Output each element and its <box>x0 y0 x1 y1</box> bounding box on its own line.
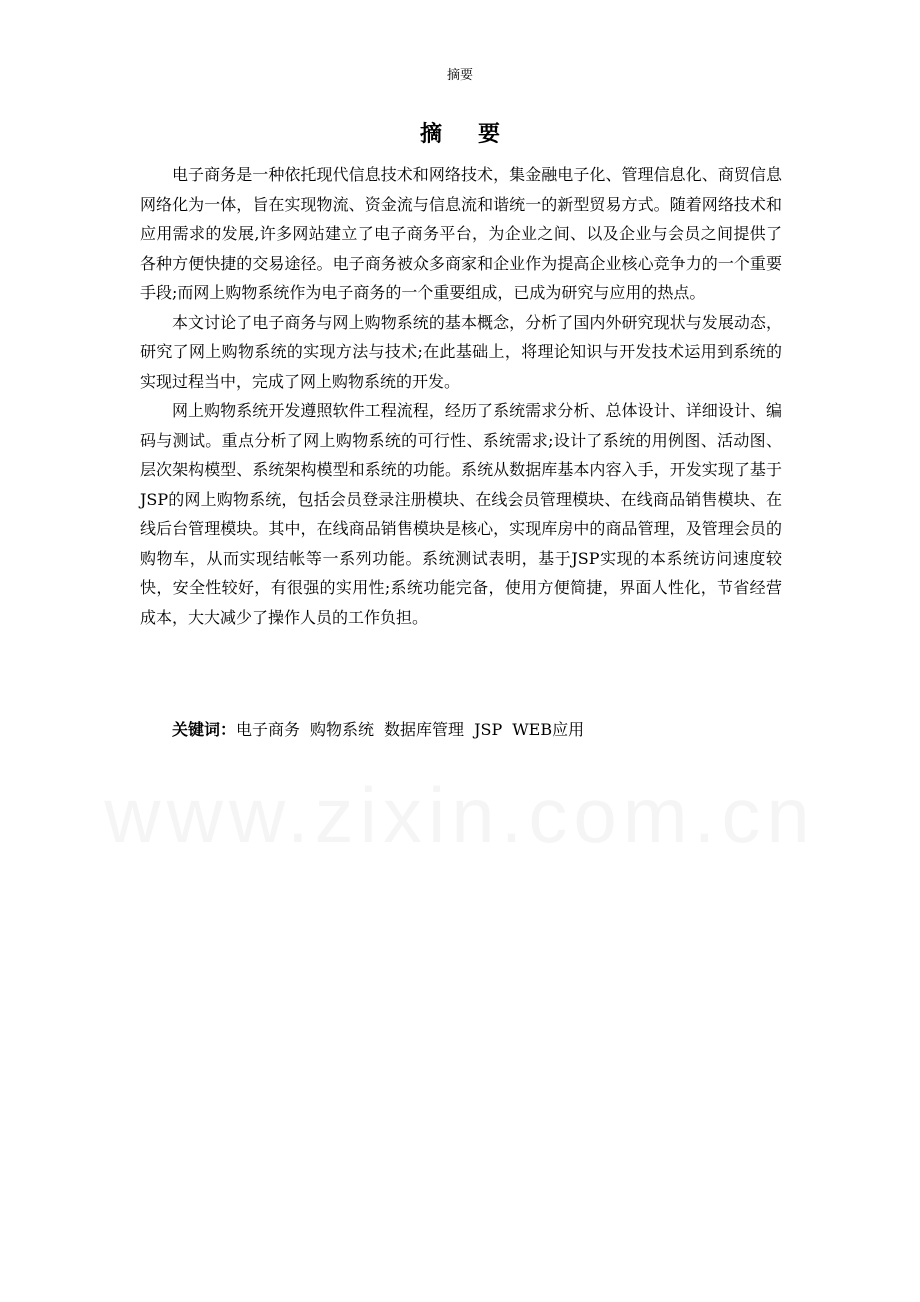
watermark <box>0 770 920 860</box>
abstract-paragraph: 电子商务是一种依托现代信息技术和网络技术，集金融电子化、管理信息化、商贸信息网络化为一体，旨在实现物流、资金流与信息流和谐统一的新型贸易方式。随着网络技术和应用需求的发展,许多网站建立了电子商务平台，为企业之间、以及企业与会员之间提供了各种方便快捷的交易途径。电子商务被众多商家和企业作为提高企业核心竞争力的一个重要手段;而网上购物系统作为电子商务的一个重要组成，已成为研究与应用的热点。 <box>140 165 782 302</box>
keyword: JSP <box>474 720 503 739</box>
abstract-paragraph: 本文讨论了电子商务与网上购物系统的基本概念，分析了国内外研究现状与发展动态，研究了网上购物系统的实现方法与技术;在此基础上，将理论知识与开发技术运用到系统的实现过程当中，完成了网上购物系统的开发。 <box>140 312 782 391</box>
keyword: 电子商务 <box>236 720 301 739</box>
page-title: 摘要 <box>419 122 536 147</box>
keywords-label: 关键词： <box>172 720 237 739</box>
keyword: 数据库管理 <box>384 720 465 739</box>
keywords-line <box>172 716 772 744</box>
running-header: 摘要 <box>446 68 473 83</box>
keyword: 购物系统 <box>310 720 375 739</box>
abstract-paragraph: 网上购物系统开发遵照软件工程流程，经历了系统需求分析、总体设计、详细设计、编码与测试。重点分析了网上购物系统的可行性、系统需求;设计了系统的用例图、活动图、层次架构模型、系统架构模型和系统的功能。系统从数据库基本内容入手，开发实现了基于JSP的网上购物系统，包括会员登录注册模块、在线会员管理模块、在线商品销售模块、在线后台管理模块。其中，在线商品销售模块是核心，实现库房中的商品管理，及管理会员的购物车，从而实现结帐等一系列功能。系统测试表明，基于JSP实现的本系统访问速度较快，安全性较好，有很强的实用性;系统功能完备，使用方便简捷，界面人性化，节省经营成本，大大减少了操作人员的工作负担。 <box>140 401 782 627</box>
keyword: WEB应用 <box>512 720 585 739</box>
abstract-body <box>140 160 782 632</box>
